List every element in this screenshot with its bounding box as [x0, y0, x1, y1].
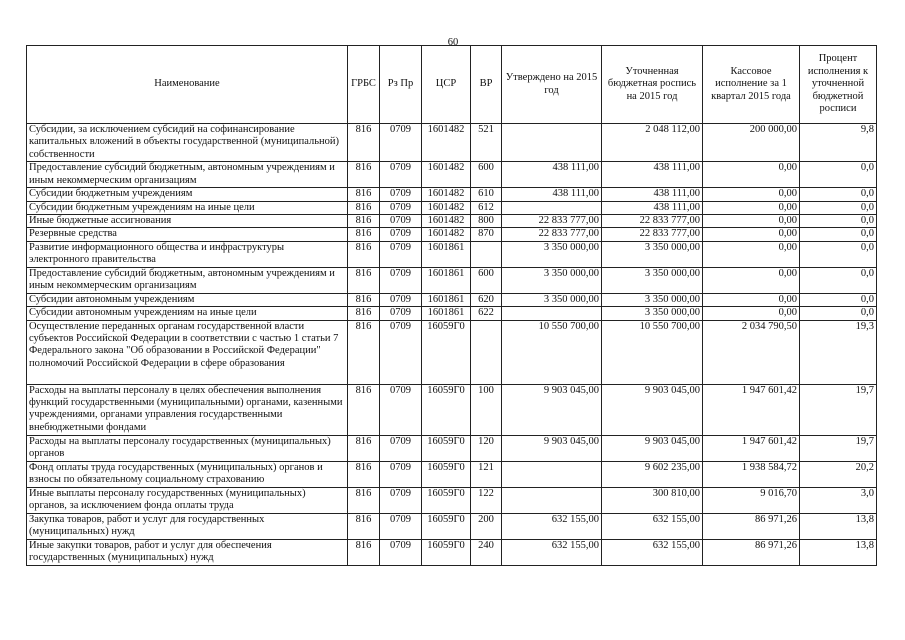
cell-percent: 0,0: [800, 267, 877, 293]
cell-approved: 10 550 700,00: [502, 320, 602, 384]
cell-cash: 1 947 601,42: [703, 384, 800, 435]
cell-name: Иные бюджетные ассигнования: [27, 215, 348, 228]
cell-refined: 9 903 045,00: [602, 435, 703, 461]
cell-vr: 122: [471, 487, 502, 513]
cell-percent: 19,7: [800, 435, 877, 461]
cell-vr: 800: [471, 215, 502, 228]
cell-csr: 16059Г0: [422, 384, 471, 435]
cell-refined: 3 350 000,00: [602, 241, 703, 267]
cell-percent: 3,0: [800, 487, 877, 513]
cell-refined: 10 550 700,00: [602, 320, 703, 384]
cell-grbs: 816: [348, 461, 380, 487]
cell-vr: 121: [471, 461, 502, 487]
cell-cash: 0,00: [703, 201, 800, 214]
cell-approved: 9 903 045,00: [502, 435, 602, 461]
cell-cash: 0,00: [703, 293, 800, 306]
cell-csr: 16059Г0: [422, 461, 471, 487]
cell-approved: 22 833 777,00: [502, 228, 602, 241]
cell-cash: 0,00: [703, 241, 800, 267]
cell-rzpr: 0709: [380, 384, 422, 435]
cell-cash: 200 000,00: [703, 124, 800, 162]
cell-csr: 1601861: [422, 293, 471, 306]
cell-name: Субсидии бюджетным учреждениям на иные цели: [27, 201, 348, 214]
page-number: 60: [447, 37, 459, 48]
cell-percent: 0,0: [800, 307, 877, 320]
cell-percent: 0,0: [800, 201, 877, 214]
cell-approved: [502, 201, 602, 214]
cell-csr: 1601861: [422, 241, 471, 267]
cell-rzpr: 0709: [380, 215, 422, 228]
cell-cash: 0,00: [703, 228, 800, 241]
cell-percent: 0,0: [800, 228, 877, 241]
cell-percent: 19,7: [800, 384, 877, 435]
cell-name: Фонд оплаты труда государственных (муниципальных) органов и взносы по обязательному социальному страхованию: [27, 461, 348, 487]
cell-rzpr: 0709: [380, 461, 422, 487]
cell-rzpr: 0709: [380, 124, 422, 162]
cell-percent: 0,0: [800, 293, 877, 306]
col-header-refined: Уточненная бюджетная роспись на 2015 год: [602, 46, 703, 124]
cell-csr: 1601861: [422, 267, 471, 293]
cell-percent: 20,2: [800, 461, 877, 487]
cell-name: Субсидии автономным учреждениям на иные цели: [27, 307, 348, 320]
cell-rzpr: 0709: [380, 267, 422, 293]
cell-cash: 2 034 790,50: [703, 320, 800, 384]
table-row: [27, 228, 877, 241]
cell-grbs: 816: [348, 215, 380, 228]
cell-approved: 3 350 000,00: [502, 267, 602, 293]
cell-approved: [502, 487, 602, 513]
cell-percent: 0,0: [800, 188, 877, 201]
cell-refined: 438 111,00: [602, 188, 703, 201]
cell-csr: 1601482: [422, 201, 471, 214]
cell-vr: 600: [471, 267, 502, 293]
cell-approved: [502, 307, 602, 320]
cell-rzpr: 0709: [380, 162, 422, 188]
cell-csr: 1601861: [422, 307, 471, 320]
table-row: [27, 201, 877, 214]
cell-grbs: 816: [348, 267, 380, 293]
cell-vr: 200: [471, 513, 502, 539]
cell-csr: 16059Г0: [422, 513, 471, 539]
cell-cash: 0,00: [703, 162, 800, 188]
cell-rzpr: 0709: [380, 539, 422, 565]
cell-percent: 0,0: [800, 215, 877, 228]
table-row: [27, 293, 877, 306]
table-row: [27, 188, 877, 201]
cell-grbs: 816: [348, 201, 380, 214]
cell-grbs: 816: [348, 228, 380, 241]
col-header-cash: Кассовое исполнение за 1 квартал 2015 года: [703, 46, 800, 124]
cell-cash: 0,00: [703, 267, 800, 293]
cell-csr: 16059Г0: [422, 539, 471, 565]
cell-name: Расходы на выплаты персоналу государственных (муниципальных) органов: [27, 435, 348, 461]
cell-cash: 0,00: [703, 188, 800, 201]
cell-refined: 9 602 235,00: [602, 461, 703, 487]
cell-percent: 9,8: [800, 124, 877, 162]
table-row: [27, 435, 877, 461]
cell-cash: 0,00: [703, 215, 800, 228]
cell-name: Иные выплаты персоналу государственных (муниципальных) органов, за исключением фонда оплаты труда: [27, 487, 348, 513]
table-header-row: [27, 46, 877, 124]
cell-grbs: 816: [348, 162, 380, 188]
col-header-rzpr: Рз Пр: [380, 46, 422, 124]
cell-percent: 0,0: [800, 241, 877, 267]
cell-percent: 13,8: [800, 539, 877, 565]
table-row: [27, 162, 877, 188]
table-row: [27, 487, 877, 513]
cell-rzpr: 0709: [380, 188, 422, 201]
col-header-percent: Процент исполнения к уточненной бюджетной росписи: [800, 46, 877, 124]
col-header-name: Наименование: [27, 46, 348, 124]
cell-vr: 612: [471, 201, 502, 214]
cell-rzpr: 0709: [380, 513, 422, 539]
cell-vr: 610: [471, 188, 502, 201]
cell-refined: 3 350 000,00: [602, 267, 703, 293]
cell-name: Субсидии автономным учреждениям: [27, 293, 348, 306]
cell-refined: 300 810,00: [602, 487, 703, 513]
cell-cash: 86 971,26: [703, 539, 800, 565]
cell-grbs: 816: [348, 384, 380, 435]
cell-name: Резервные средства: [27, 228, 348, 241]
cell-vr: 120: [471, 435, 502, 461]
cell-csr: 16059Г0: [422, 487, 471, 513]
cell-approved: 438 111,00: [502, 162, 602, 188]
cell-name: Предоставление субсидий бюджетным, автономным учреждениям и иным некоммерческим организациям: [27, 267, 348, 293]
cell-rzpr: 0709: [380, 201, 422, 214]
cell-name: Осуществление переданных органам государственной власти субъектов Российской Федерации в соответствии с частью 1 статьи 7 Федерального закона "Об образовании в Российской Федерации" полномочий Российской Федерации в сфере образования: [27, 320, 348, 384]
cell-refined: 632 155,00: [602, 539, 703, 565]
cell-cash: 0,00: [703, 307, 800, 320]
cell-grbs: 816: [348, 293, 380, 306]
cell-vr: 622: [471, 307, 502, 320]
cell-csr: 1601482: [422, 215, 471, 228]
cell-rzpr: 0709: [380, 487, 422, 513]
cell-refined: 632 155,00: [602, 513, 703, 539]
cell-grbs: 816: [348, 188, 380, 201]
cell-rzpr: 0709: [380, 293, 422, 306]
cell-cash: 86 971,26: [703, 513, 800, 539]
cell-name: Предоставление субсидий бюджетным, автономным учреждениям и иным некоммерческим организациям: [27, 162, 348, 188]
col-header-grbs: ГРБС: [348, 46, 380, 124]
cell-name: Развитие информационного общества и инфраструктуры электронного правительства: [27, 241, 348, 267]
cell-vr: [471, 320, 502, 384]
table-row: [27, 215, 877, 228]
cell-rzpr: 0709: [380, 241, 422, 267]
cell-rzpr: 0709: [380, 228, 422, 241]
cell-approved: 9 903 045,00: [502, 384, 602, 435]
cell-grbs: 816: [348, 539, 380, 565]
cell-approved: [502, 461, 602, 487]
cell-refined: 2 048 112,00: [602, 124, 703, 162]
cell-name: Субсидии, за исключением субсидий на софинансирование капитальных вложений в объекты государственной (муниципальной) собственности: [27, 124, 348, 162]
cell-name: Субсидии бюджетным учреждениям: [27, 188, 348, 201]
cell-name: Расходы на выплаты персоналу в целях обеспечения выполнения функций государственными (муниципальными) органами, казенными учреждениями, органами управления государственными внебюджетными фондами: [27, 384, 348, 435]
col-header-approved: Утверждено на 2015 год: [502, 46, 602, 124]
table-row: [27, 124, 877, 162]
cell-vr: 870: [471, 228, 502, 241]
table-row: [27, 539, 877, 565]
table-row: [27, 384, 877, 435]
cell-percent: 13,8: [800, 513, 877, 539]
cell-vr: 620: [471, 293, 502, 306]
table-row: [27, 461, 877, 487]
cell-grbs: 816: [348, 513, 380, 539]
cell-csr: 1601482: [422, 228, 471, 241]
cell-refined: 438 111,00: [602, 201, 703, 214]
cell-approved: 3 350 000,00: [502, 241, 602, 267]
table-row: [27, 267, 877, 293]
table-row: [27, 307, 877, 320]
cell-approved: [502, 124, 602, 162]
cell-rzpr: 0709: [380, 320, 422, 384]
cell-grbs: 816: [348, 487, 380, 513]
cell-approved: 438 111,00: [502, 188, 602, 201]
budget-table: [26, 45, 877, 566]
cell-refined: 3 350 000,00: [602, 307, 703, 320]
cell-grbs: 816: [348, 307, 380, 320]
cell-percent: 19,3: [800, 320, 877, 384]
col-header-vr: ВР: [471, 46, 502, 124]
cell-csr: 1601482: [422, 188, 471, 201]
cell-percent: 0,0: [800, 162, 877, 188]
cell-csr: 16059Г0: [422, 320, 471, 384]
cell-csr: 16059Г0: [422, 435, 471, 461]
cell-approved: 3 350 000,00: [502, 293, 602, 306]
table-body: [27, 124, 877, 566]
cell-vr: 521: [471, 124, 502, 162]
cell-refined: 9 903 045,00: [602, 384, 703, 435]
cell-vr: [471, 241, 502, 267]
cell-cash: 9 016,70: [703, 487, 800, 513]
cell-grbs: 816: [348, 124, 380, 162]
cell-grbs: 816: [348, 241, 380, 267]
table-row: [27, 241, 877, 267]
cell-rzpr: 0709: [380, 307, 422, 320]
cell-rzpr: 0709: [380, 435, 422, 461]
cell-refined: 22 833 777,00: [602, 228, 703, 241]
cell-csr: 1601482: [422, 162, 471, 188]
cell-csr: 1601482: [422, 124, 471, 162]
cell-vr: 240: [471, 539, 502, 565]
cell-approved: 632 155,00: [502, 539, 602, 565]
cell-approved: 22 833 777,00: [502, 215, 602, 228]
col-header-csr: ЦСР: [422, 46, 471, 124]
cell-refined: 438 111,00: [602, 162, 703, 188]
cell-grbs: 816: [348, 435, 380, 461]
cell-vr: 600: [471, 162, 502, 188]
cell-cash: 1 947 601,42: [703, 435, 800, 461]
cell-name: Иные закупки товаров, работ и услуг для обеспечения государственных (муниципальных) нужд: [27, 539, 348, 565]
cell-grbs: 816: [348, 320, 380, 384]
cell-cash: 1 938 584,72: [703, 461, 800, 487]
cell-name: Закупка товаров, работ и услуг для государственных (муниципальных) нужд: [27, 513, 348, 539]
cell-refined: 3 350 000,00: [602, 293, 703, 306]
table-row: [27, 513, 877, 539]
cell-approved: 632 155,00: [502, 513, 602, 539]
table-row: [27, 320, 877, 384]
cell-refined: 22 833 777,00: [602, 215, 703, 228]
cell-vr: 100: [471, 384, 502, 435]
